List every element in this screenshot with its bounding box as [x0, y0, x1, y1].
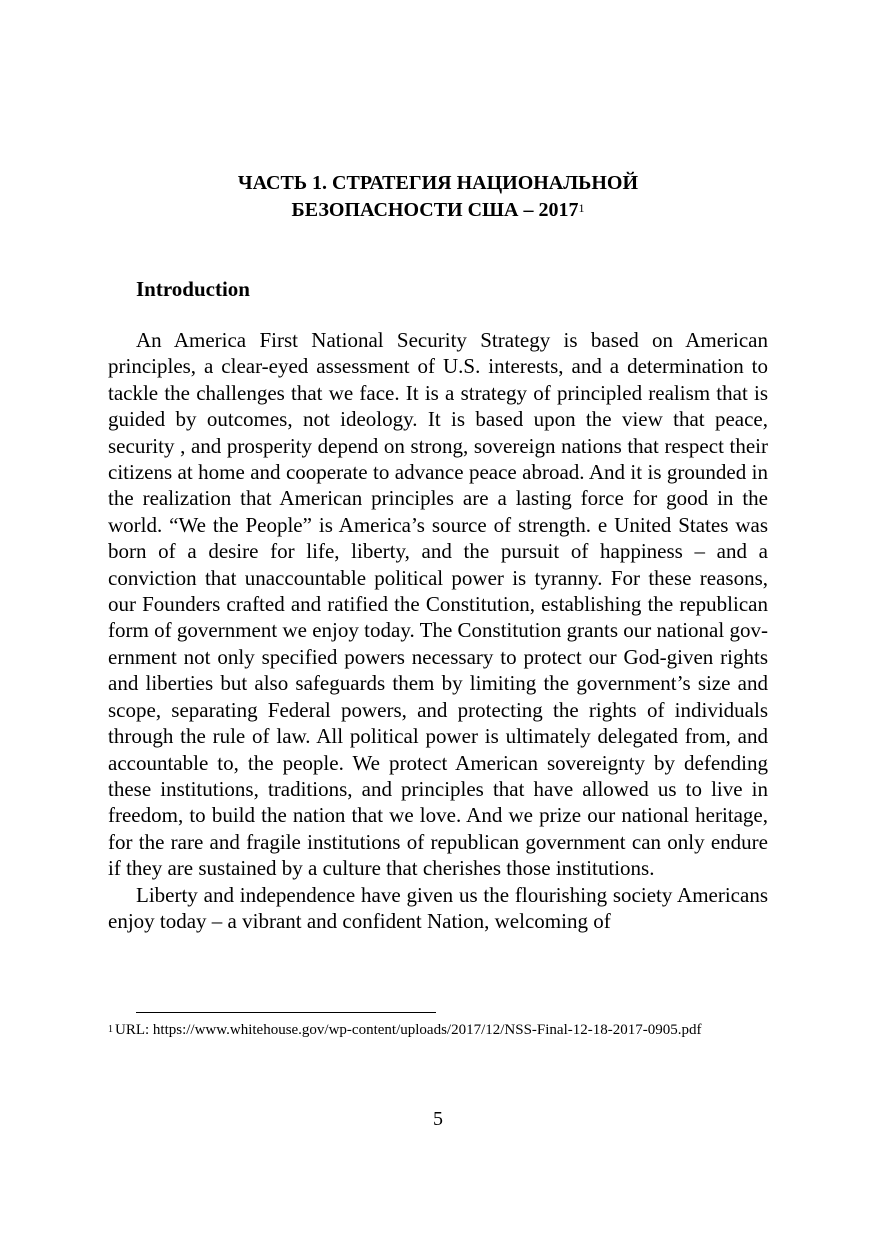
paragraph: An America First National Security Strategy is based on American principles, a clear-eyed assessment of U.S. interests, and a determination to tackle the challenges that we face. It is a strategy of principled realism that is guided by outcomes, not ideology. It is based upon the view that peace, security , and prosperity depend on strong, sovereign nations that respect their citizens at home and cooperate to advance peace abroad. And it is grounded in the realization that American principles are a lasting force for good in the world. “We the People” is America’s source of strength. e United States was born of a desire for life, liberty, and the pursuit of happiness – and a conviction that unaccountable political power is tyranny. For these reasons, our Founders crafted and ratified the Constitution, establishing the republican form of government we enjoy today. The Constitution grants our national government not only specified powers necessary to protect our God-given rights and liberties but also safeguards them by limiting the government’s size and scope, separating Federal powers, and protecting the rights of individuals through the rule of law. All political power is ultimately delegated from, and accountable to, the people. We protect American sovereignty by defending these institutions, traditions, and principles that have allowed us to live in freedom, to build the nation that we love. And we prize our national heritage, for the rare and fragile institutions of republican government can only endure if they are sustained by a culture that cherishes those institutions. [108, 328, 768, 881]
title-footnote-marker[interactable]: 1 [578, 201, 585, 215]
paragraph: Liberty and independence have given us the flourishing society Americans enjoy today – a vibrant and confident Nation, welcoming of [108, 882, 768, 933]
footnote-text[interactable]: URL: https://www.whitehouse.gov/wp-content/uploads/2017/12/NSS-Final-12-18-2017-0905.pdf [115, 1022, 702, 1038]
body-text [108, 327, 768, 934]
section-heading: Introduction [136, 277, 250, 301]
footnote-separator [136, 1012, 436, 1013]
footnote-marker: 1 [108, 1024, 113, 1035]
chapter-title [108, 170, 768, 224]
page-number: 5 [433, 1108, 443, 1130]
chapter-title-line-1: ЧАСТЬ 1. СТРАТЕГИЯ НАЦИОНАЛЬНОЙ [237, 172, 639, 194]
footnote [108, 1020, 768, 1041]
chapter-title-line-2: БЕЗОПАСНОСТИ США – 2017 [291, 199, 579, 221]
